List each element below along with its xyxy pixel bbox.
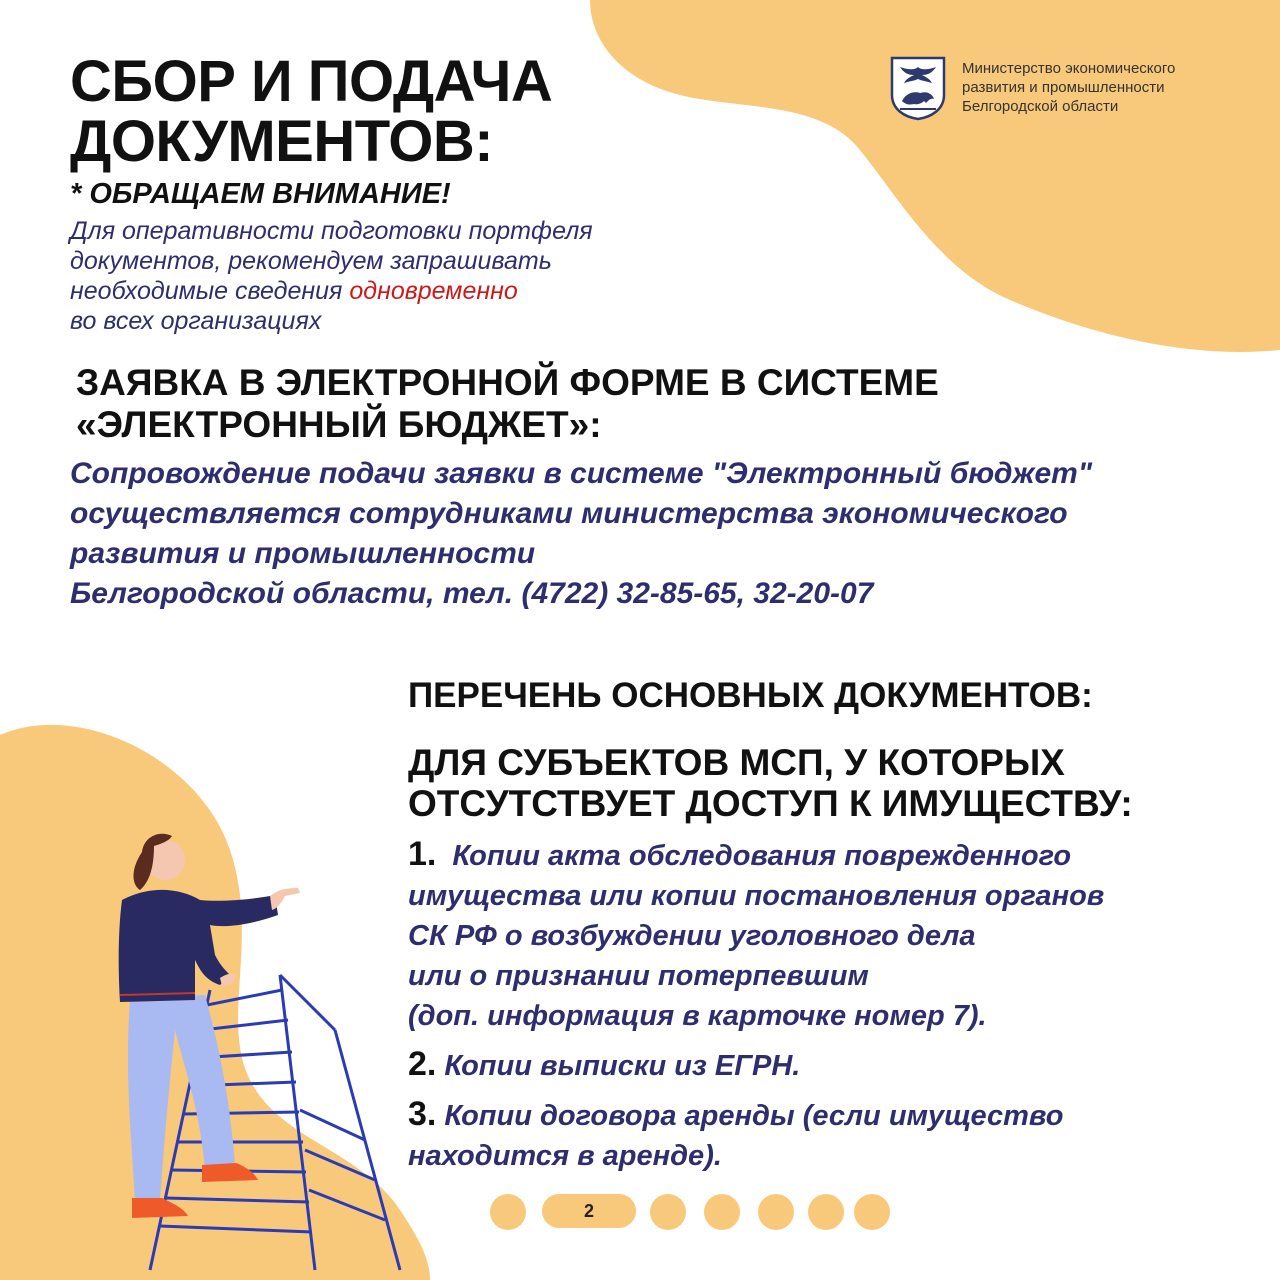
list-item-line: или о признании потерпевшим: [408, 960, 869, 992]
ministry-name: [962, 59, 1175, 116]
list-item-number: 2.: [408, 1045, 437, 1083]
page-dot-3[interactable]: [650, 1194, 686, 1230]
ministry-name-line-3: Белгородской области: [962, 98, 1119, 115]
list-item-line: находится в аренде).: [408, 1140, 722, 1172]
attention-note-text-after: во всех организациях: [70, 307, 322, 335]
list-item-line: 1. Копии акта обследования поврежденного: [408, 835, 1072, 873]
electronic-budget-text-line-3: развития и промышленности: [70, 537, 536, 570]
electronic-budget-text-line-1: Сопровождение подачи заявки в системе "Электронный бюджет": [70, 457, 1093, 490]
electronic-budget-text-line-2: осуществляется сотрудниками министерства экономического: [70, 497, 1068, 530]
page-dot-1[interactable]: [490, 1194, 526, 1230]
list-item: [408, 1094, 1268, 1176]
belgorod-coat-of-arms-icon: [888, 55, 948, 121]
page-indicator-current[interactable]: 2: [542, 1194, 636, 1228]
list-item-line: имущества или копии постановления органов: [408, 880, 1105, 912]
attention-note-text: Для оперативности подготовки портфеля документов, рекомендуем запрашивать необходимые сведения: [70, 217, 593, 305]
attention-note: [70, 216, 710, 336]
attention-note-highlight: одновременно: [349, 277, 518, 305]
list-item-number: 3.: [408, 1095, 437, 1133]
documents-list: [408, 834, 1268, 1176]
list-item: [408, 1044, 1268, 1086]
electronic-budget-text: [70, 454, 1190, 614]
documents-list-title: ПЕРЕЧЕНЬ ОСНОВНЫХ ДОКУМЕНТОВ:: [408, 676, 1093, 715]
electronic-budget-title-line-2: «ЭЛЕКТРОННЫЙ БЮДЖЕТ»:: [76, 404, 602, 445]
ministry-name-line-2: развития и промышленности: [962, 79, 1165, 96]
page-dot-6[interactable]: [808, 1194, 844, 1230]
page-title-line-2: ДОКУМЕНТОВ:: [70, 109, 494, 174]
page-dot-7[interactable]: [854, 1194, 890, 1230]
list-item-line: 3. Копии договора аренды (если имущество: [408, 1095, 1064, 1133]
woman-on-ladder-icon: [110, 830, 440, 1280]
list-item-line: СК РФ о возбуждении уголовного дела: [408, 920, 976, 952]
electronic-budget-title-line-1: ЗАЯВКА В ЭЛЕКТРОННОЙ ФОРМЕ В СИСТЕМЕ: [76, 362, 939, 403]
list-item-line: 2. Копии выписки из ЕГРН.: [408, 1045, 801, 1083]
pagination: [490, 1194, 910, 1234]
page-dot-5[interactable]: [758, 1194, 794, 1230]
list-item-line: (доп. информация в карточке номер 7).: [408, 1000, 987, 1032]
ministry-name-line-1: Министерство экономического: [962, 60, 1176, 77]
ministry-logo: [888, 55, 1248, 125]
documents-list-subtitle: [408, 742, 1133, 824]
list-item: [408, 834, 1268, 1036]
page-title-line-1: СБОР И ПОДАЧА: [70, 49, 553, 114]
attention-heading: * ОБРАЩАЕМ ВНИМАНИЕ!: [70, 178, 451, 210]
electronic-budget-title: [76, 362, 939, 446]
electronic-budget-contact-phones: Белгородской области, тел. (4722) 32-85-65, 32-20-07: [70, 577, 874, 610]
documents-list-subtitle-line-2: ОТСУТСТВУЕТ ДОСТУП К ИМУЩЕСТВУ:: [408, 783, 1133, 824]
list-item-number: 1.: [408, 835, 437, 873]
page-dot-4[interactable]: [704, 1194, 740, 1230]
page-title: [70, 49, 553, 174]
documents-list-subtitle-line-1: ДЛЯ СУБЪЕКТОВ МСП, У КОТОРЫХ: [408, 742, 1065, 783]
